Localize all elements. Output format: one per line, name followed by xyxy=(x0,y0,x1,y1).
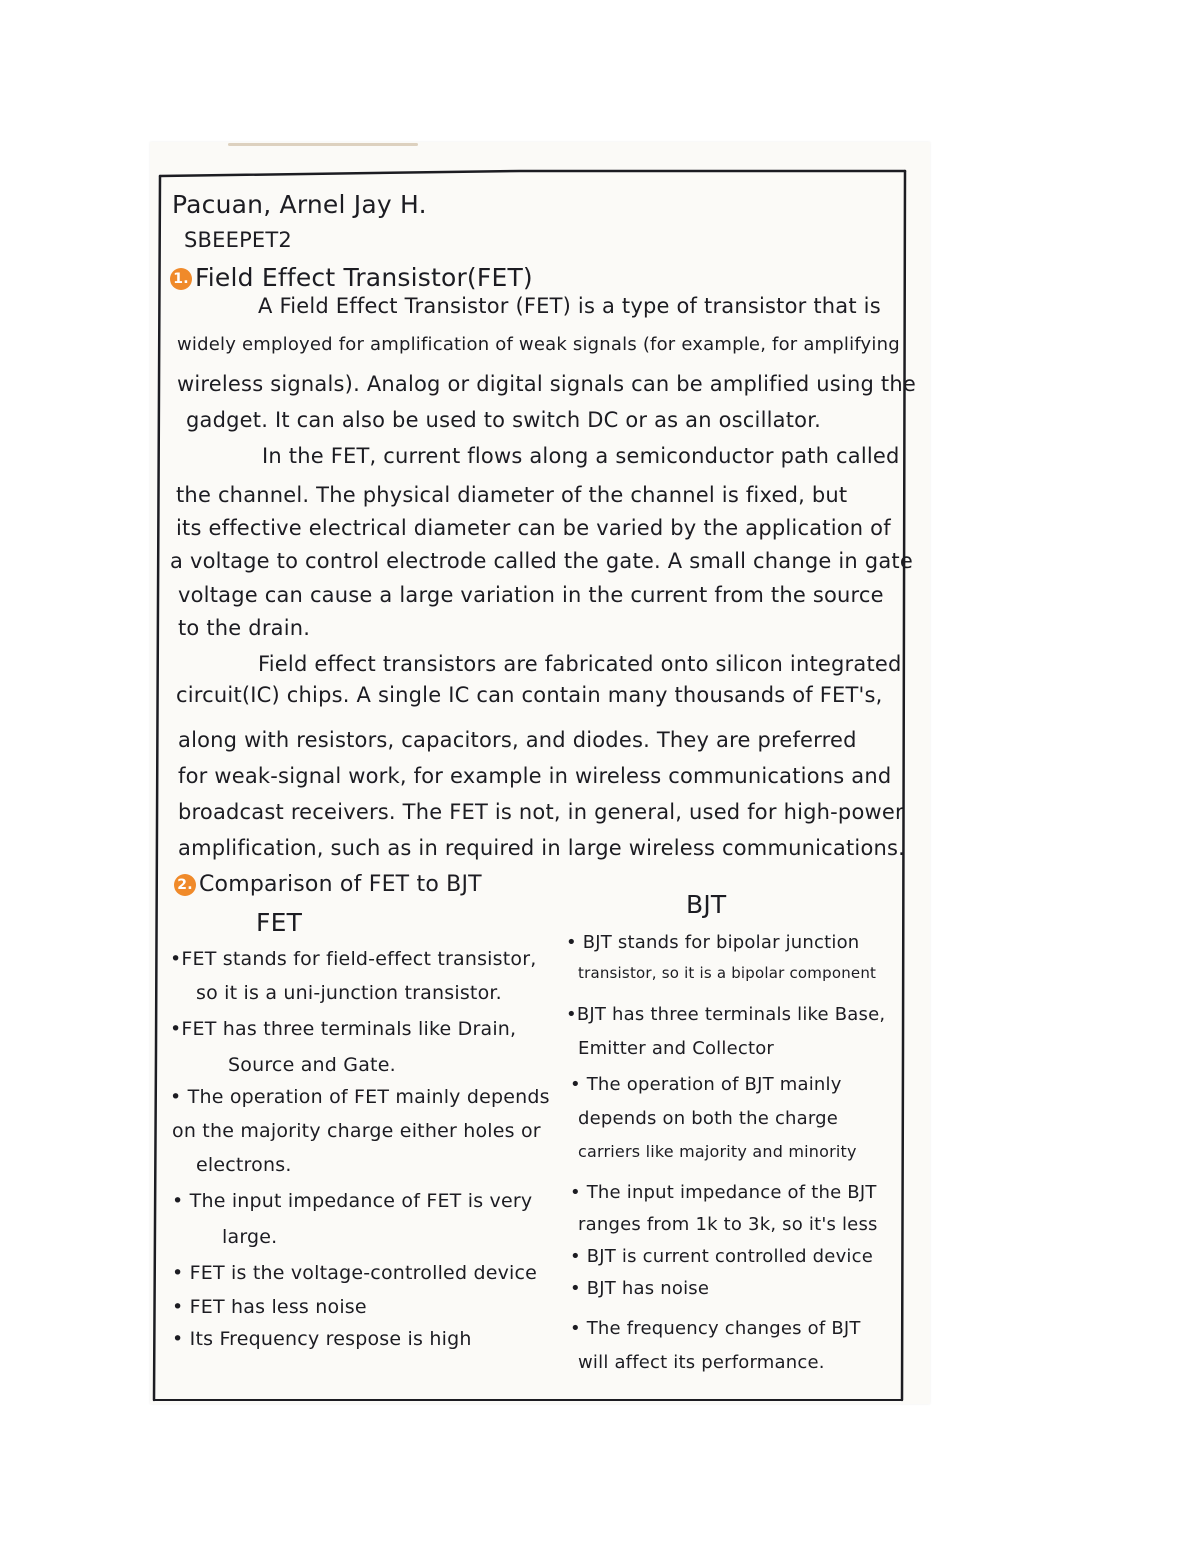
bjt-comparison-line: ranges from 1k to 3k, so it's less xyxy=(578,1214,878,1235)
section2-heading xyxy=(174,872,482,897)
bjt-comparison-line: • BJT stands for bipolar junction xyxy=(566,932,860,953)
fet-comparison-line: • The operation of FET mainly depends xyxy=(170,1086,550,1108)
section1-line: voltage can cause a large variation in the current from the source xyxy=(178,583,884,607)
fet-comparison-line: so it is a uni-junction transistor. xyxy=(196,982,502,1004)
fet-comparison-line: large. xyxy=(222,1226,278,1248)
section1-line: broadcast receivers. The FET is not, in general, used for high-power xyxy=(178,800,904,824)
section2-number-badge: 2. xyxy=(174,874,196,896)
section1-title: Field Effect Transistor(FET) xyxy=(195,263,533,292)
bjt-comparison-line: • The frequency changes of BJT xyxy=(570,1318,861,1339)
section1-line: to the drain. xyxy=(178,616,311,640)
section1-line: Field effect transistors are fabricated onto silicon integrated xyxy=(258,652,902,676)
fet-comparison-line: Source and Gate. xyxy=(228,1054,396,1076)
bjt-comparison-line: Emitter and Collector xyxy=(578,1038,775,1059)
section1-line: the channel. The physical diameter of the channel is fixed, but xyxy=(176,483,848,507)
bjt-comparison-line: • The operation of BJT mainly xyxy=(570,1074,842,1095)
bjt-comparison-line: carriers like majority and minority xyxy=(578,1142,857,1161)
bjt-comparison-line: transistor, so it is a bipolar component xyxy=(578,964,877,982)
section1-line: In the FET, current flows along a semiconductor path called xyxy=(262,444,900,468)
section1-line: wireless signals). Analog or digital signals can be amplified using the xyxy=(177,372,916,396)
section1-line: its effective electrical diameter can be varied by the application of xyxy=(176,516,891,540)
bjt-comparison-line: • BJT is current controlled device xyxy=(570,1246,874,1267)
section1-line: gadget. It can also be used to switch DC or as an oscillator. xyxy=(186,408,821,432)
section1-line: along with resistors, capacitors, and diodes. They are preferred xyxy=(178,728,857,752)
student-section: SBEEPET2 xyxy=(184,228,292,252)
bjt-column-heading: BJT xyxy=(686,890,727,919)
section1-line: circuit(IC) chips. A single IC can contain many thousands of FET's, xyxy=(176,683,883,707)
section1-line: a voltage to control electrode called the gate. A small change in gate xyxy=(170,549,913,573)
fet-comparison-line: • The input impedance of FET is very xyxy=(172,1190,533,1212)
fet-comparison-line: electrons. xyxy=(196,1154,292,1176)
fet-comparison-line: • FET is the voltage-controlled device xyxy=(172,1262,538,1284)
fet-comparison-line: • Its Frequency respose is high xyxy=(172,1328,472,1350)
section1-line: widely employed for amplification of weak signals (for example, for amplifying xyxy=(177,334,900,355)
bjt-comparison-line: • BJT has noise xyxy=(570,1278,710,1299)
section1-line: A Field Effect Transistor (FET) is a type of transistor that is xyxy=(258,294,881,318)
bjt-comparison-line: will affect its performance. xyxy=(578,1352,825,1373)
student-name: Pacuan, Arnel Jay H. xyxy=(172,190,427,219)
fet-comparison-line: •FET has three terminals like Drain, xyxy=(170,1018,517,1040)
bjt-comparison-line: depends on both the charge xyxy=(578,1108,839,1129)
fet-comparison-line: • FET has less noise xyxy=(172,1296,367,1318)
bjt-comparison-line: •BJT has three terminals like Base, xyxy=(566,1004,886,1025)
section2-title: Comparison of FET to BJT xyxy=(199,872,482,897)
section1-number-badge: 1. xyxy=(170,268,192,290)
fet-comparison-line: •FET stands for field-effect transistor, xyxy=(170,948,537,970)
fet-column-heading: FET xyxy=(256,908,303,937)
bjt-comparison-line: • The input impedance of the BJT xyxy=(570,1182,877,1203)
fet-comparison-line: on the majority charge either holes or xyxy=(172,1120,541,1142)
section1-line: amplification, such as in required in large wireless communications. xyxy=(178,836,906,860)
section1-heading xyxy=(170,263,533,292)
section1-line: for weak-signal work, for example in wireless communications and xyxy=(178,764,892,788)
